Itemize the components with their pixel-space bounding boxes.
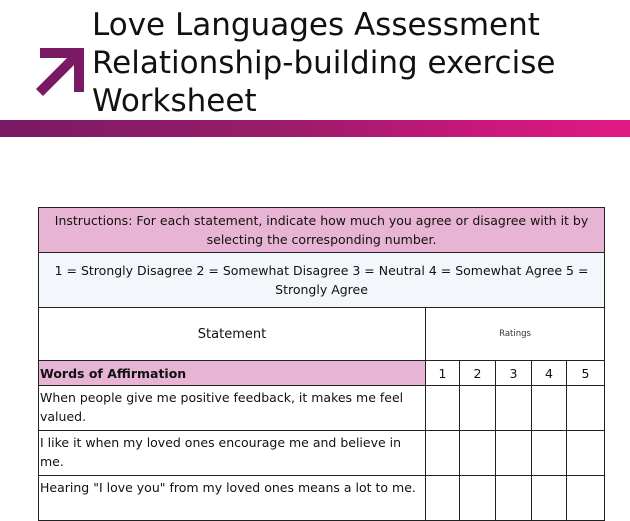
- instructions-text: Instructions: For each statement, indicate how much you agree or disagree with it by selecting the corresponding number.: [39, 208, 605, 253]
- header-gradient-band: [0, 120, 630, 137]
- rating-cell-2[interactable]: [460, 431, 496, 476]
- ratings-column-header: Ratings: [426, 308, 605, 361]
- title-line-1: Love Languages Assessment: [92, 7, 540, 43]
- rating-cell-4[interactable]: [532, 476, 567, 521]
- statement-text: I like it when my loved ones encourage me and believe in me.: [39, 431, 426, 476]
- statement-row: [39, 431, 605, 476]
- rating-cell-3[interactable]: [496, 476, 532, 521]
- rating-scale-text: 1 = Strongly Disagree 2 = Somewhat Disagree 3 = Neutral 4 = Somewhat Agree 5 = Strongly Agree: [39, 253, 605, 308]
- rating-cell-1[interactable]: [426, 431, 460, 476]
- rating-number-2: 2: [460, 361, 496, 386]
- rating-cell-1[interactable]: [426, 386, 460, 431]
- rating-cell-3[interactable]: [496, 431, 532, 476]
- statement-text: Hearing "I love you" from my loved ones means a lot to me.: [39, 476, 426, 521]
- statement-row: [39, 386, 605, 431]
- rating-cell-2[interactable]: [460, 476, 496, 521]
- rating-cell-4[interactable]: [532, 386, 567, 431]
- rating-cell-5[interactable]: [567, 431, 605, 476]
- page-title: [92, 6, 555, 120]
- rating-cell-2[interactable]: [460, 386, 496, 431]
- rating-cell-4[interactable]: [532, 431, 567, 476]
- statement-row: [39, 476, 605, 521]
- statement-column-header: Statement: [39, 308, 426, 361]
- rating-cell-5[interactable]: [567, 386, 605, 431]
- title-line-3: Worksheet: [92, 83, 257, 119]
- rating-cell-1[interactable]: [426, 476, 460, 521]
- statement-text: When people give me positive feedback, it makes me feel valued.: [39, 386, 426, 431]
- assessment-table: [38, 207, 605, 521]
- title-line-2: Relationship-building exercise: [92, 45, 556, 81]
- rating-cell-5[interactable]: [567, 476, 605, 521]
- section-title-words-of-affirmation: Words of Affirmation: [39, 361, 426, 386]
- rating-cell-3[interactable]: [496, 386, 532, 431]
- rating-number-5: 5: [567, 361, 605, 386]
- rating-number-3: 3: [496, 361, 532, 386]
- arrow-up-right-icon: [34, 46, 86, 98]
- rating-number-1: 1: [426, 361, 460, 386]
- rating-number-4: 4: [532, 361, 567, 386]
